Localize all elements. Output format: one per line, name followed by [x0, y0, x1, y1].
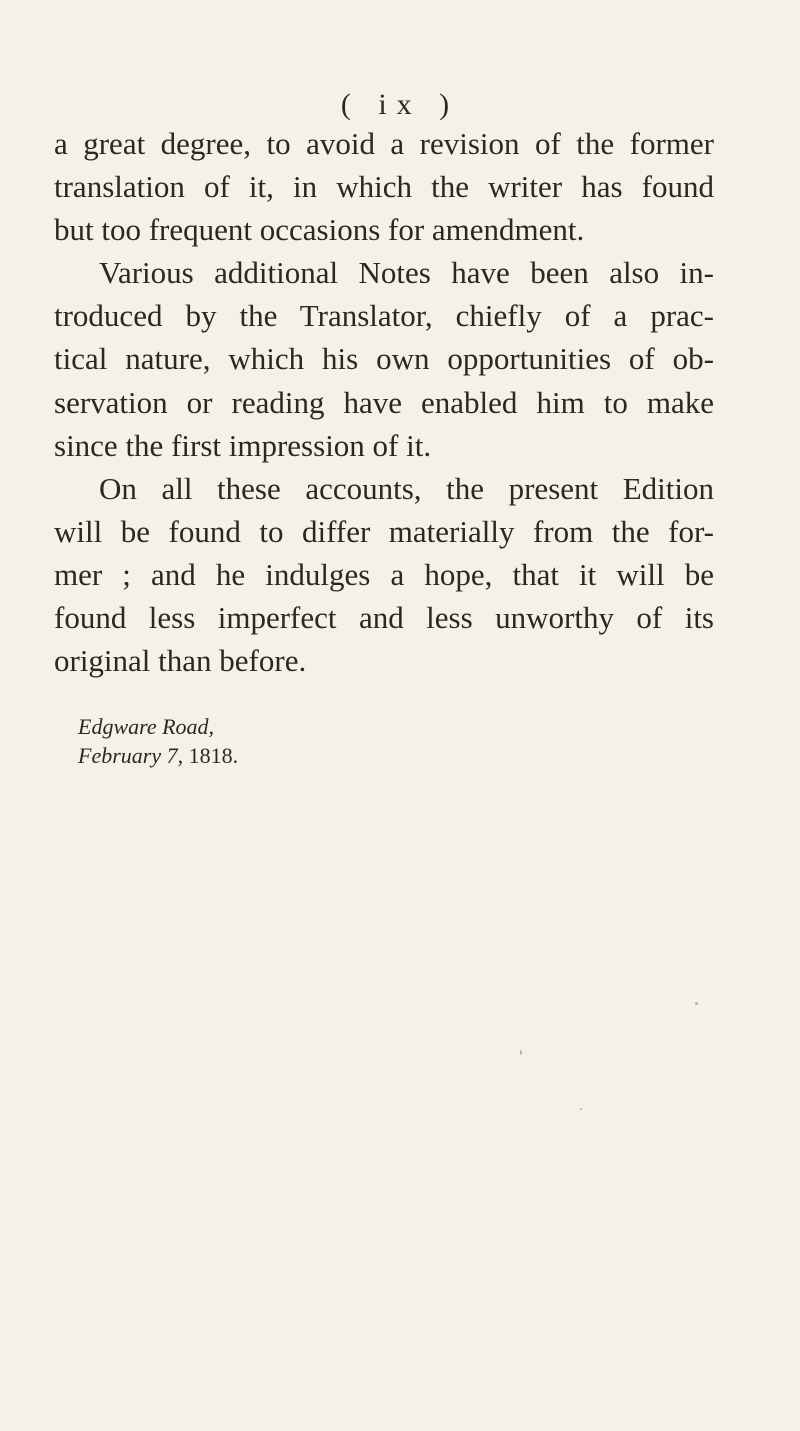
text-line: a great degree, to avoid a revision of the former: [54, 126, 714, 161]
signature-date-month: February 7,: [78, 743, 184, 768]
text-line: translation of it, in which the writer has found: [54, 169, 714, 205]
paper-speck: [695, 1002, 698, 1005]
text-line: tical nature, which his own opportunities of ob-: [54, 341, 714, 377]
text-line: original than before.: [54, 643, 307, 679]
text-line: servation or reading have enabled him to make: [54, 384, 714, 420]
text-line: Various additional Notes have been also in-: [99, 255, 714, 291]
signature-place: Edgware Road,: [78, 714, 215, 739]
body-text: [54, 122, 714, 682]
text-line: since the first impression of it.: [54, 427, 432, 463]
text-line: On all these accounts, the present Edition: [99, 470, 714, 506]
paper-speck: [520, 1050, 522, 1055]
text-line: troduced by the Translator, chiefly of a prac-: [54, 298, 714, 334]
text-line: will be found to differ materially from the for-: [54, 513, 714, 549]
text-line: mer ; and he indulges a hope, that it will be: [54, 556, 714, 592]
signature-date-year: 1818.: [188, 743, 239, 768]
text-line: found less imperfect and less unworthy of its: [54, 600, 714, 636]
paper-speck: [580, 1108, 582, 1110]
text-line: but too frequent occasions for amendment.: [54, 212, 585, 248]
signature-date: [78, 741, 238, 770]
signature-block: [78, 712, 238, 770]
page-number: ( ix ): [340, 88, 460, 121]
